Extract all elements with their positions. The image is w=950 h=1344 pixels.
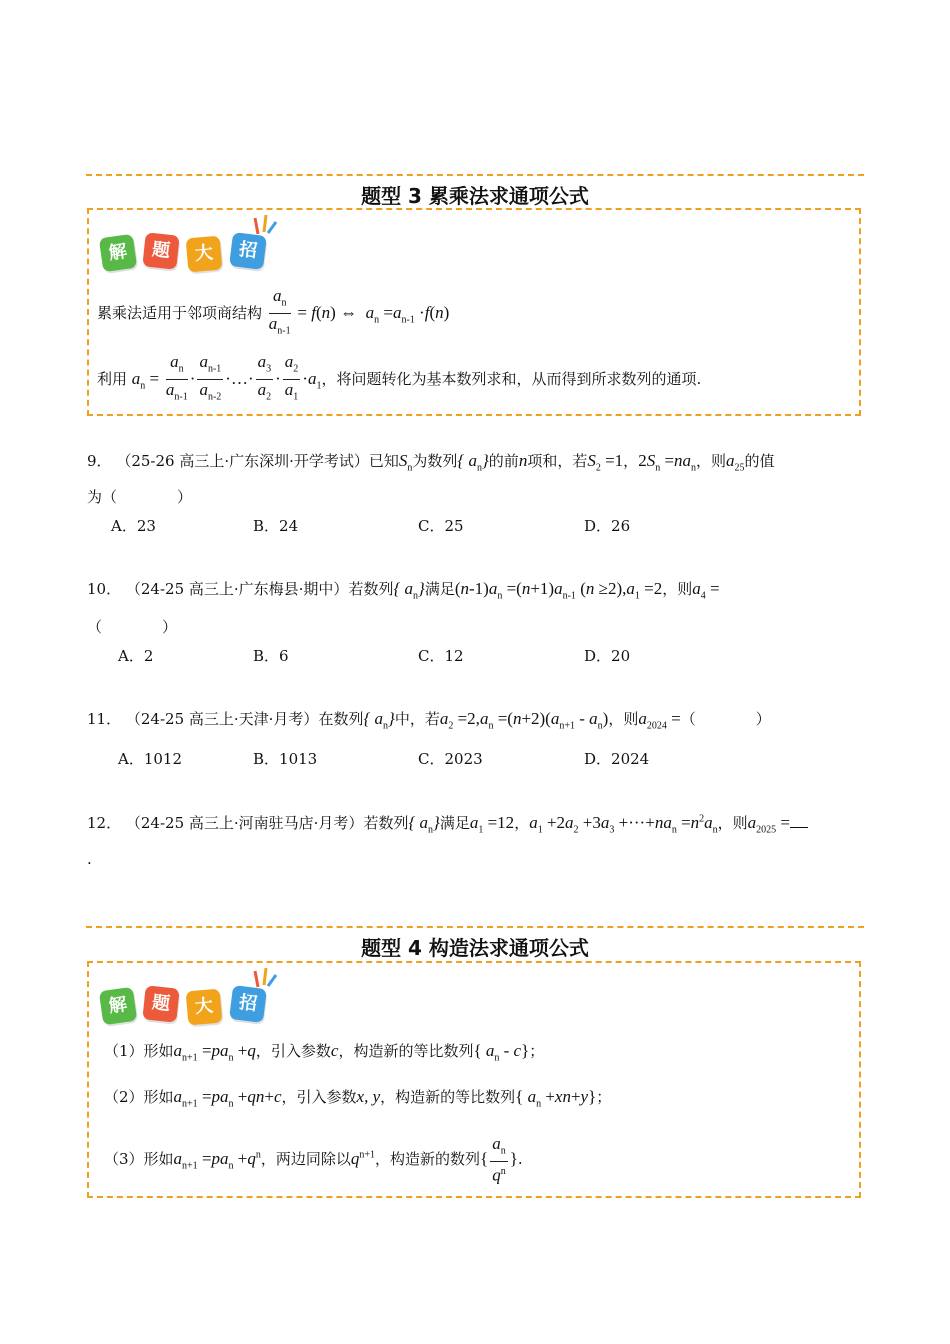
badge-da: 大 bbox=[186, 989, 223, 1026]
q9-cond1: $S_2 =1$ bbox=[587, 451, 624, 474]
q10-source: （24-25 高三上·广东梅县·期中） bbox=[125, 580, 349, 598]
sparkle-icon bbox=[252, 965, 278, 989]
q9-seq: { $a_n$} bbox=[457, 451, 489, 474]
item2-seq: { $a_n +xn+y$} bbox=[515, 1087, 597, 1110]
q9-option-d[interactable]: D．26 bbox=[584, 517, 631, 535]
q11-target: $a_{2024}$ = bbox=[638, 709, 681, 732]
item1-param: c bbox=[330, 1041, 339, 1060]
q12-source: （24-25 高三上·河南驻马店·月考） bbox=[125, 814, 364, 832]
item3-seq-fraction: $\frac{a_n}{q^n}$ bbox=[492, 1134, 506, 1186]
tip2-prefix: 利用 bbox=[97, 369, 128, 388]
section4-item-2: （2）形如$a_{n+1} =pa_n +qn+c$，引入参数x, y，构造新的等比数列{ $a_n +xn+y$}； bbox=[104, 1087, 612, 1110]
badge-ti: 题 bbox=[142, 232, 179, 269]
question-10: 10． （24-25 高三上·广东梅县·期中）若数列{ $a_n$}满足$(n-1)a_n =(n+1)a_{n-1}$ $(n \ge 2),a_1 =2$，则$a_4$ = bbox=[87, 579, 720, 602]
q10-option-d[interactable]: D．20 bbox=[584, 647, 631, 665]
tip2-frac-3: $\frac{a_3}{a_2}$ bbox=[257, 352, 272, 403]
badge-jie: 解 bbox=[99, 234, 137, 272]
tip2-frac-2: $\frac{a_{n-1}}{a_{n-2}}$ bbox=[199, 352, 222, 403]
badge-da: 大 bbox=[186, 236, 223, 273]
q12-answer-blank[interactable] bbox=[790, 813, 808, 828]
tip1-formula: = f(n) ⇔ $a_n =a_{n-1} \cdot f(n)$ bbox=[297, 302, 450, 326]
badge-zhao: 招 bbox=[229, 985, 267, 1023]
tip2-frac-1: $\frac{a_n}{a_{n-1}}$ bbox=[165, 352, 188, 403]
sparkle-icon bbox=[252, 212, 278, 236]
q12-line2: . bbox=[87, 850, 92, 868]
q11-relation: $a_2 =2,a_n =(n+2)(a_{n+1} - a_n)$ bbox=[439, 709, 609, 732]
q10-seq: { $a_n$} bbox=[393, 579, 425, 602]
item1-seq: { $a_n - c$} bbox=[473, 1041, 530, 1064]
q11-number: 11． bbox=[87, 710, 122, 728]
item2-formula: $a_{n+1} =pa_n +qn+c$ bbox=[173, 1087, 282, 1110]
q11-option-b[interactable]: B．1013 bbox=[253, 750, 318, 768]
q9-sn: $S_n$ bbox=[398, 451, 413, 474]
section4-item-3: （3）形如$a_{n+1} =pa_n +q^n$，两边同除以$q^{n+1}$，构造新的数列{ $\frac{a_n}{q^n}$ }. bbox=[104, 1134, 523, 1186]
q11-blank: （ ） bbox=[680, 710, 771, 728]
q12-number: 12． bbox=[87, 814, 122, 832]
q11-seq: { $a_n$} bbox=[363, 709, 395, 732]
q12-target: $a_{2025}$ = bbox=[747, 813, 791, 836]
item2-params: x, y bbox=[356, 1087, 381, 1106]
q10-option-b[interactable]: B．6 bbox=[253, 647, 289, 665]
q9-option-b[interactable]: B．24 bbox=[253, 517, 299, 535]
section3-top-rule bbox=[86, 174, 864, 176]
q9-line2: 为（ ） bbox=[87, 488, 193, 506]
q9-number: 9． bbox=[87, 452, 112, 470]
q11-option-a[interactable]: A．1012 bbox=[118, 750, 183, 768]
q11-option-d[interactable]: D．2024 bbox=[584, 750, 650, 768]
section3-tip1 bbox=[97, 286, 449, 342]
section3-tip2: 利用 $a_n$ = $\frac{a_n}{a_{n-1}}$ · $\frac{a_{n-1}}{a_{n-2}}$ ·…· $\frac{a_3}{a_2}$ · $\frac{a_2}{a_1}$ $\cdot a_1$，将问题转化为基本数列求和，从而得到所求数列的通项. bbox=[97, 352, 701, 408]
item1-formula: $a_{n+1} =pa_n +q$ bbox=[173, 1041, 256, 1064]
question-11: 11． （24-25 高三上·天津·月考）在数列{ $a_n$}中，若$a_2 =2,a_n =(n+2)(a_{n+1} - a_n)$，则$a_{2024}$ =（ ） bbox=[87, 709, 771, 732]
q11-option-c[interactable]: C．2023 bbox=[418, 750, 483, 768]
item3-formula: $a_{n+1} =pa_n +q^n$ bbox=[173, 1149, 261, 1172]
q9-option-c[interactable]: C．25 bbox=[418, 517, 464, 535]
section4-item-1: （1）形如$a_{n+1} =pa_n +q$，引入参数c，构造新的等比数列{ $a_n - c$}； bbox=[104, 1041, 545, 1064]
section4-title: 题型 4 构造法求通项公式 bbox=[361, 936, 589, 960]
tip2-frac-4: $\frac{a_2}{a_1}$ bbox=[284, 352, 299, 403]
q12-cond2: $a_1 +2a_2 +3a_3 +\cdot\cdot\cdot+na_n =n^2a_n$ bbox=[529, 813, 718, 836]
q10-target: $a_4$ = bbox=[692, 579, 720, 602]
tip1-fraction: $\frac{a_n}{a_{n-1}}$ bbox=[268, 286, 291, 337]
tip1-prefix: 累乘法适用于邻项商结构 bbox=[97, 303, 263, 322]
q12-seq: { $a_n$} bbox=[408, 813, 440, 836]
q9-source: （25-26 高三上·广东深圳·开学考试） bbox=[116, 452, 369, 470]
q9-option-a[interactable]: A．23 bbox=[111, 517, 156, 535]
question-12: 12． （24-25 高三上·河南驻马店·月考）若数列{ $a_n$}满足$a_1 =12$，$a_1 +2a_2 +3a_3 +\cdot\cdot\cdot+na_n =n^2a_n$，则$a_{2025}$ = bbox=[87, 812, 808, 835]
section4-top-rule bbox=[86, 926, 864, 928]
q9-cond2: $2S_n =na_n$ bbox=[638, 451, 697, 474]
badge-ti: 题 bbox=[142, 985, 179, 1022]
q10-option-c[interactable]: C．12 bbox=[418, 647, 464, 665]
tip2-formula: $a_n$ = bbox=[131, 368, 160, 392]
badge-jie: 解 bbox=[99, 987, 137, 1025]
q11-source: （24-25 高三上·天津·月考） bbox=[125, 710, 319, 728]
q10-option-a[interactable]: A．2 bbox=[118, 647, 154, 665]
section3-title: 题型 3 累乘法求通项公式 bbox=[361, 184, 589, 208]
q10-line2: （ ） bbox=[87, 618, 178, 636]
badge-zhao: 招 bbox=[229, 232, 267, 270]
tip2-suffix: ，将问题转化为基本数列求和，从而得到所求数列的通项. bbox=[321, 369, 702, 388]
q12-cond1: $a_1 =12$ bbox=[469, 813, 515, 836]
q10-number: 10． bbox=[87, 580, 122, 598]
question-9: 9． （25-26 高三上·广东深圳·开学考试）已知$S_n$为数列{ $a_n$}的前n项和，若$S_2 =1$，$2S_n =na_n$，则$a_{25}$的值 bbox=[87, 451, 775, 474]
q10-relation: $(n-1)a_n =(n+1)a_{n-1}$ $(n \ge 2),a_1 =2$ bbox=[454, 579, 663, 602]
q9-target: $a_{25}$ bbox=[726, 451, 745, 474]
item3-divisor: $q^{n+1}$ bbox=[350, 1149, 376, 1169]
